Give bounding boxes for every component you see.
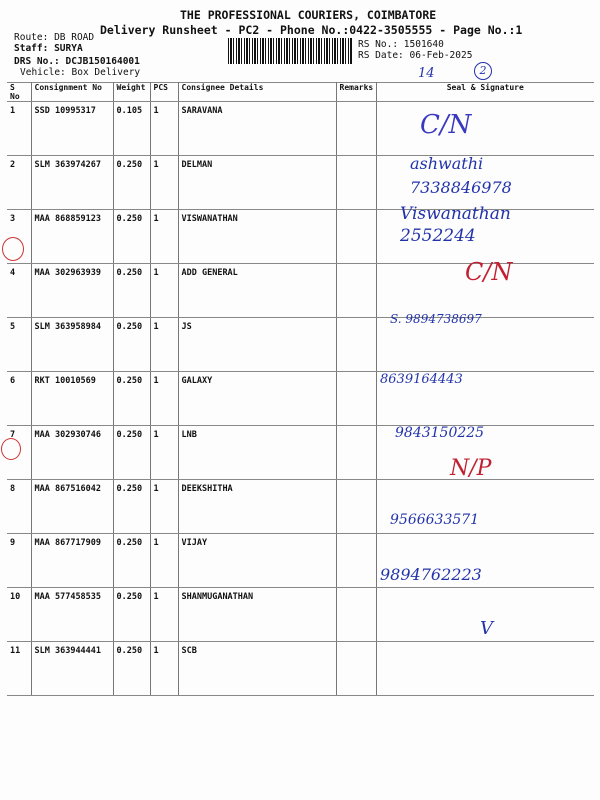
row-weight: 0.250 — [113, 210, 150, 264]
row-consignment: MAA 302963939 — [31, 264, 113, 318]
row-consignee: SARAVANA — [178, 102, 336, 156]
rs-date-value: 06-Feb-2025 — [409, 50, 473, 61]
signature-8: N/P — [450, 456, 492, 481]
table-row — [7, 372, 594, 426]
row-pcs: 1 — [150, 318, 178, 372]
row-consignee: DEEKSHITHA — [178, 480, 336, 534]
rs-no-value: 1501640 — [403, 39, 444, 50]
row-remarks — [336, 480, 376, 534]
row-sno: 8 — [7, 480, 31, 534]
staff-line — [14, 43, 83, 54]
rs-date-line — [358, 50, 472, 61]
row-weight: 0.250 — [113, 588, 150, 642]
row-pcs: 1 — [150, 372, 178, 426]
row-pcs: 1 — [150, 210, 178, 264]
signature-9: 9566633571 — [390, 512, 480, 528]
company-name: THE PROFESSIONAL COURIERS, COIMBATORE — [180, 8, 437, 22]
staff-value: SURYA — [54, 43, 83, 54]
row-remarks — [336, 318, 376, 372]
row-remarks — [336, 588, 376, 642]
row-sno: 5 — [7, 318, 31, 372]
row-weight: 0.250 — [113, 156, 150, 210]
table-row — [7, 642, 594, 696]
row-consignee: LNB — [178, 426, 336, 480]
signature-6: 8639164443 — [380, 372, 463, 387]
row-consignment: RKT 10010569 — [31, 372, 113, 426]
row-signature-cell — [376, 102, 594, 156]
drs-label: DRS No.: — [14, 56, 60, 67]
row-remarks — [336, 156, 376, 210]
runsheet-subtitle: Delivery Runsheet - PC2 - Phone No.:0422-3505555 - Page No.:1 — [100, 23, 523, 37]
table-row — [7, 588, 594, 642]
row-weight: 0.250 — [113, 426, 150, 480]
vehicle-line — [20, 67, 140, 78]
row-consignee: DELMAN — [178, 156, 336, 210]
signature-1: C/N — [420, 110, 472, 140]
sno-8-circle-mark — [1, 438, 21, 460]
col-remarks: Remarks — [336, 83, 376, 102]
route-value: DB ROAD — [54, 32, 95, 43]
signature-4: C/N — [465, 258, 513, 286]
row-weight: 0.105 — [113, 102, 150, 156]
signature-3: Viswanathan 2552244 — [400, 204, 511, 246]
col-sno: S No — [7, 83, 31, 102]
row-weight: 0.250 — [113, 480, 150, 534]
row-consignment: MAA 868859123 — [31, 210, 113, 264]
row-remarks — [336, 534, 376, 588]
col-consignment: Consignment No — [31, 83, 113, 102]
table-row — [7, 534, 594, 588]
row-consignment: SLM 363958984 — [31, 318, 113, 372]
row-weight: 0.250 — [113, 642, 150, 696]
row-weight: 0.250 — [113, 372, 150, 426]
rs-no-line — [358, 39, 444, 50]
handwritten-circled-count: 2 — [474, 62, 492, 80]
row-consignment: SLM 363944441 — [31, 642, 113, 696]
rs-no-label: RS No.: — [358, 39, 399, 50]
table-row — [7, 318, 594, 372]
row-consignment: MAA 867516042 — [31, 480, 113, 534]
col-pcs: PCS — [150, 83, 178, 102]
row-consignee: SHANMUGANATHAN — [178, 588, 336, 642]
signature-5: S. 9894738697 — [390, 312, 482, 326]
row-consignee: GALAXY — [178, 372, 336, 426]
table-row — [7, 102, 594, 156]
row-remarks — [336, 102, 376, 156]
row-pcs: 1 — [150, 156, 178, 210]
row-signature-cell — [376, 642, 594, 696]
signature-7: 9843150225 — [395, 425, 485, 441]
row-sno: 6 — [7, 372, 31, 426]
row-remarks — [336, 372, 376, 426]
row-consignee: SCB — [178, 642, 336, 696]
col-consignee: Consignee Details — [178, 83, 336, 102]
row-weight: 0.250 — [113, 318, 150, 372]
row-remarks — [336, 642, 376, 696]
row-pcs: 1 — [150, 264, 178, 318]
row-sno: 9 — [7, 534, 31, 588]
col-weight: Weight — [113, 83, 150, 102]
row-weight: 0.250 — [113, 264, 150, 318]
row-sno: 1 — [7, 102, 31, 156]
row-pcs: 1 — [150, 642, 178, 696]
drs-value: DCJB150164001 — [65, 56, 140, 67]
row-consignment: MAA 302930746 — [31, 426, 113, 480]
row-consignment: SLM 363974267 — [31, 156, 113, 210]
row-consignee: VISWANATHAN — [178, 210, 336, 264]
row-pcs: 1 — [150, 102, 178, 156]
handwritten-count: 14 — [418, 66, 435, 81]
route-line — [14, 32, 94, 43]
row-pcs: 1 — [150, 480, 178, 534]
sno-4-circle-mark — [2, 237, 24, 261]
drs-line — [14, 56, 140, 67]
signature-11: V — [480, 618, 493, 639]
table-row — [7, 480, 594, 534]
row-remarks — [336, 210, 376, 264]
row-consignee: VIJAY — [178, 534, 336, 588]
row-sno: 3 — [7, 210, 31, 264]
signature-2: ashwathi 7338846978 — [410, 154, 512, 197]
rs-date-label: RS Date: — [358, 50, 404, 61]
row-sno: 4 — [7, 264, 31, 318]
row-sno: 11 — [7, 642, 31, 696]
barcode — [228, 38, 352, 64]
row-consignee: ADD GENERAL — [178, 264, 336, 318]
row-sno: 7 — [7, 426, 31, 480]
vehicle-label: Vehicle: — [20, 67, 66, 78]
vehicle-value: Box Delivery — [71, 67, 141, 78]
row-consignment: MAA 867717909 — [31, 534, 113, 588]
row-remarks — [336, 264, 376, 318]
row-pcs: 1 — [150, 534, 178, 588]
row-remarks — [336, 426, 376, 480]
route-label: Route: — [14, 32, 49, 43]
row-consignment: SSD 10995317 — [31, 102, 113, 156]
row-pcs: 1 — [150, 426, 178, 480]
staff-label: Staff: — [14, 43, 49, 54]
row-pcs: 1 — [150, 588, 178, 642]
signature-10: 9894762223 — [380, 565, 482, 584]
row-consignment: MAA 577458535 — [31, 588, 113, 642]
row-sno: 2 — [7, 156, 31, 210]
row-consignee: JS — [178, 318, 336, 372]
col-signature: Seal & Signature — [376, 83, 594, 102]
table-row — [7, 426, 594, 480]
row-sno: 10 — [7, 588, 31, 642]
table-header-row — [7, 83, 594, 102]
row-weight: 0.250 — [113, 534, 150, 588]
